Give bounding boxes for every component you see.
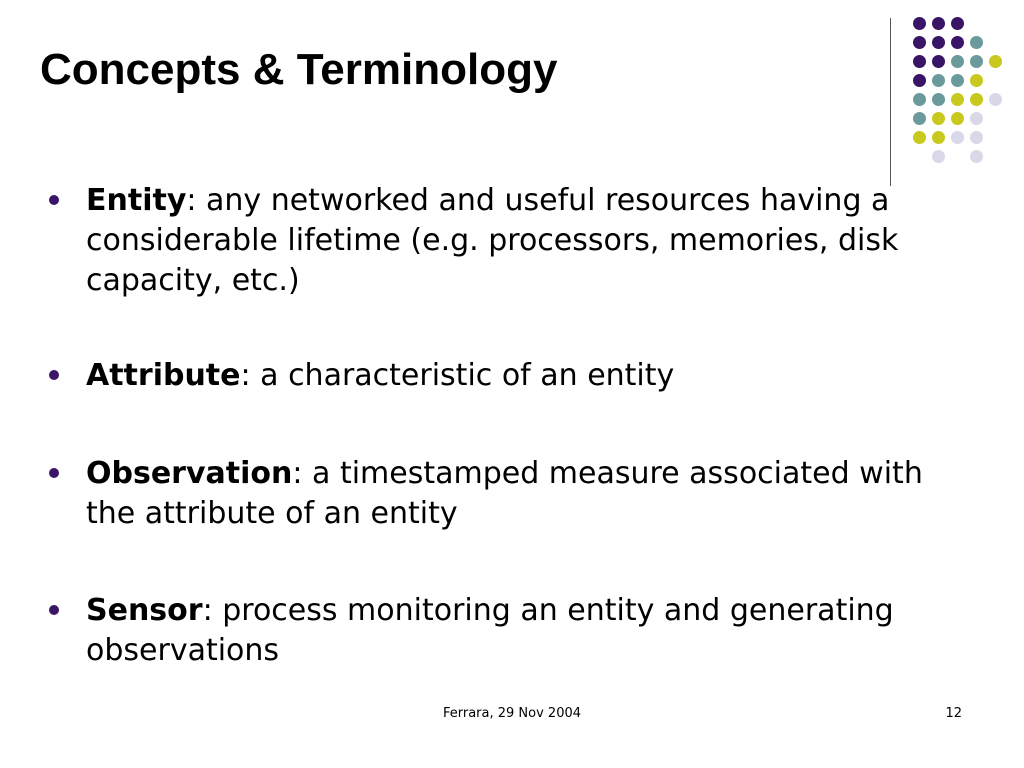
bullet-term: Attribute	[86, 358, 241, 393]
bullet-definition: : process monitoring an entity and generating observations	[86, 593, 894, 668]
bullet-dot-icon	[49, 195, 59, 205]
bullet-dot-icon	[49, 468, 59, 478]
decorative-dot	[951, 74, 964, 87]
decorative-dot	[932, 131, 945, 144]
decorative-dot	[951, 131, 964, 144]
bullet-term: Entity	[86, 183, 187, 218]
decorative-dot	[951, 55, 964, 68]
decorative-dot	[989, 55, 1002, 68]
decorative-dot	[970, 150, 983, 163]
decorative-dot	[970, 36, 983, 49]
decorative-dot	[932, 36, 945, 49]
bullet-item-entity	[86, 181, 976, 301]
slide-title: Concepts & Terminology	[40, 45, 558, 94]
decorative-dot	[970, 93, 983, 106]
decorative-dot	[932, 74, 945, 87]
bullet-definition: : a characteristic of an entity	[240, 358, 675, 393]
bullet-term: Sensor	[86, 593, 203, 628]
bullet-item-attribute	[86, 356, 976, 396]
decorative-dot-grid	[0, 0, 1024, 200]
title-divider-line	[890, 18, 891, 186]
decorative-dot	[951, 36, 964, 49]
bullet-term: Observation	[86, 456, 293, 491]
decorative-dot	[932, 17, 945, 30]
bullet-definition: : a timestamped measure associated with the attribute of an entity	[86, 456, 923, 531]
decorative-dot	[951, 112, 964, 125]
decorative-dot	[989, 93, 1002, 106]
decorative-dot	[913, 131, 926, 144]
decorative-dot	[932, 150, 945, 163]
decorative-dot	[913, 93, 926, 106]
footer-date-location: Ferrara, 29 Nov 2004	[442, 706, 582, 721]
decorative-dot	[913, 36, 926, 49]
bullet-item-observation	[86, 454, 976, 534]
decorative-dot	[951, 93, 964, 106]
decorative-dot	[951, 17, 964, 30]
decorative-dot	[932, 112, 945, 125]
bullet-dot-icon	[49, 605, 59, 615]
bullet-definition: : any networked and useful resources having a considerable lifetime (e.g. processors, memories, disk capacity, etc.)	[86, 183, 899, 298]
decorative-dot	[970, 112, 983, 125]
decorative-dot	[932, 55, 945, 68]
decorative-dot	[932, 93, 945, 106]
decorative-dot	[913, 74, 926, 87]
decorative-dot	[970, 131, 983, 144]
bullet-item-sensor	[86, 591, 976, 671]
bullet-dot-icon	[49, 370, 59, 380]
decorative-dot	[970, 55, 983, 68]
decorative-dot	[913, 55, 926, 68]
decorative-dot	[913, 17, 926, 30]
decorative-dot	[913, 112, 926, 125]
decorative-dot	[970, 74, 983, 87]
footer-page-number: 12	[945, 706, 962, 721]
